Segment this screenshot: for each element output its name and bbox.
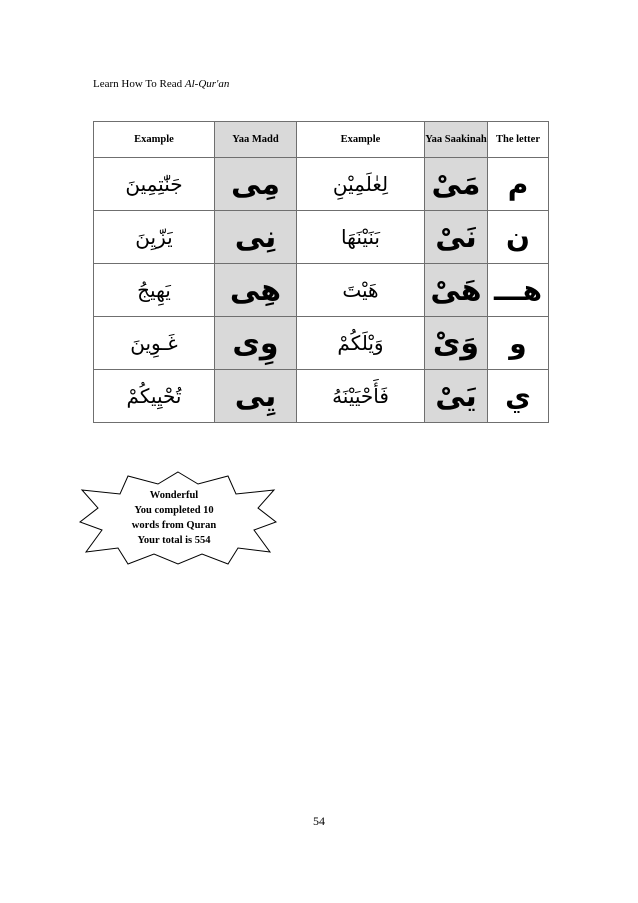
header-title: Learn How To Read [93,78,185,90]
column-header-yaa-madd: Yaa Madd [215,122,297,158]
callout-line: Your total is 554 [137,535,211,546]
column-header-example-madd: Example [94,122,215,158]
table-row [94,317,549,370]
header-title-italic: Al-Qur'an [184,78,230,90]
yaa-saakinah-cell: نَىْ [425,211,488,264]
letter-cell: ي [488,370,549,423]
yaa-saakinah-cell: هَىْ [425,264,488,317]
letter-cell: م [488,158,549,211]
callout-line: Wonderful [149,490,199,501]
callout-line: words from Quran [131,520,217,531]
yaa-madd-cell: يِى [215,370,297,423]
example-madd-cell: تُحْيِيكُمْ [94,370,215,423]
letter-cell: و [488,317,549,370]
letter-cell: هـــ [488,264,549,317]
letter-cell: ن [488,211,549,264]
yaa-madd-cell: وِى [215,317,297,370]
page-number: 54 [313,814,325,828]
example-saakinah-cell: وَيْلَكُمْ [297,317,425,370]
example-saakinah-cell: فَأَحْيَيْنَهُ [297,370,425,423]
column-header-example-saakinah: Example [297,122,425,158]
yaa-madd-cell: مِى [215,158,297,211]
callout-text [110,488,238,548]
yaa-madd-cell: نِى [215,211,297,264]
table-row [94,211,549,264]
example-saakinah-cell: هَيْتَ [297,264,425,317]
example-madd-cell: جَنّٰتِمِينَ [94,158,215,211]
yaa-saakinah-cell: مَىْ [425,158,488,211]
example-madd-cell: يَزّيِنَ [94,211,215,264]
table-header-row [94,122,549,158]
example-madd-cell: غَـوِينَ [94,317,215,370]
column-header-yaa-saakinah: Yaa Saakinah [425,122,488,158]
column-header-letter: The letter [488,122,549,158]
yaa-madd-cell: هِى [215,264,297,317]
table-row [94,370,549,423]
example-saakinah-cell: بَنَيْنَهَا [297,211,425,264]
yaa-saakinah-cell: وَىْ [425,317,488,370]
table-row [94,264,549,317]
yaa-saakinah-cell: يَىْ [425,370,488,423]
page-header [93,78,229,90]
example-saakinah-cell: لِعٰلَمِيْنِ [297,158,425,211]
table-row [94,158,549,211]
example-madd-cell: يَهِيجُ [94,264,215,317]
yaa-table [93,121,549,423]
callout-line: You completed 10 [134,505,214,516]
